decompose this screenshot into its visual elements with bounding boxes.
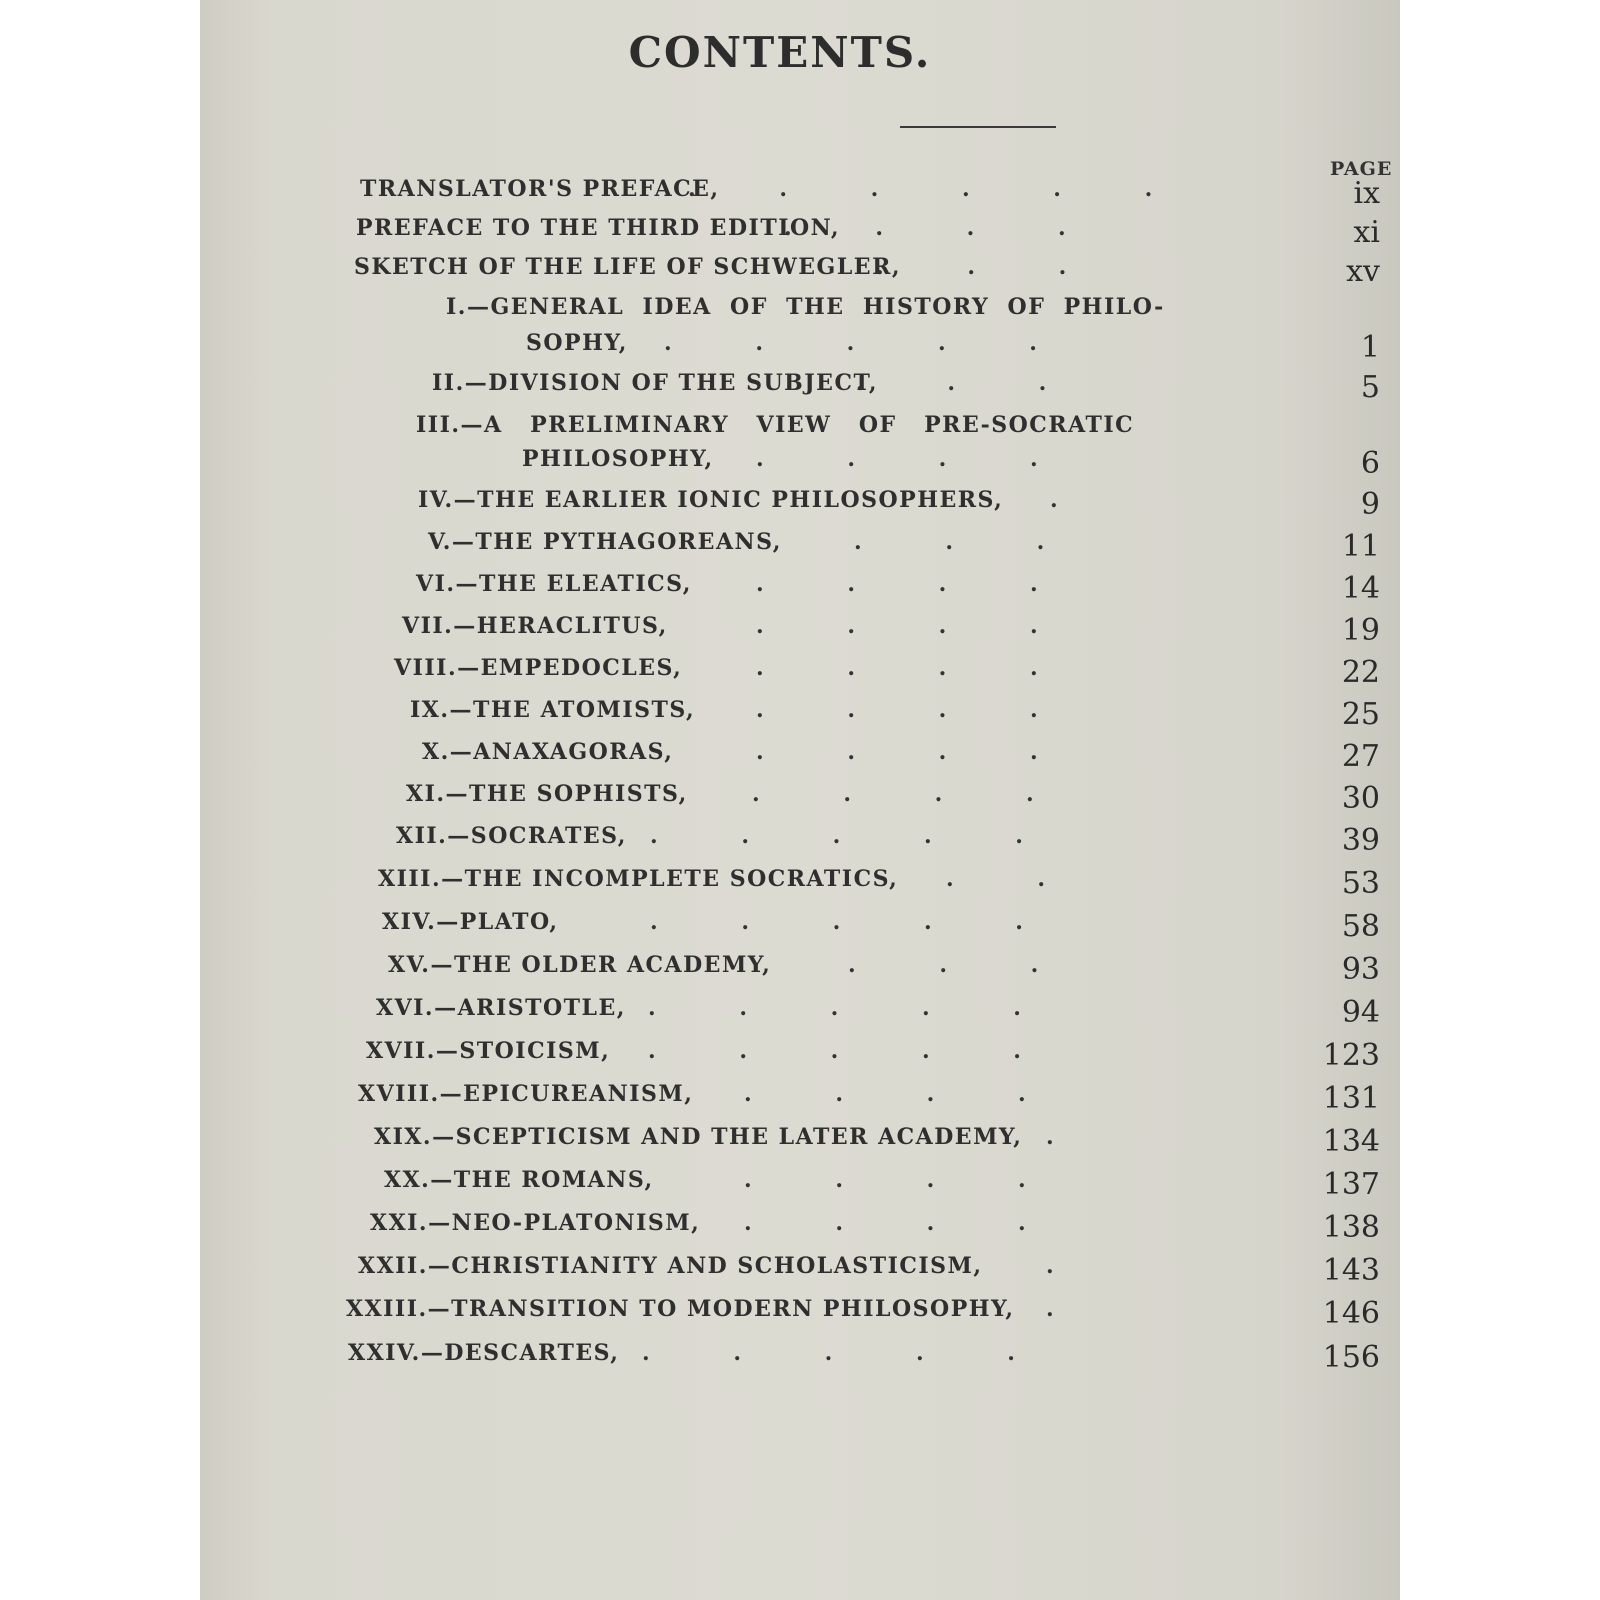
leader-dots: . . . . xyxy=(756,697,1038,723)
toc-entry-page: 93 xyxy=(1341,952,1380,987)
toc-entry-title: SKETCH OF THE LIFE OF SCHWEGLER, xyxy=(354,254,902,280)
leader-dots: . . . . . xyxy=(642,1340,1015,1366)
toc-entry-page: 30 xyxy=(1341,781,1380,816)
toc-entry xyxy=(200,952,1400,992)
toc-entry-title: XV.—THE OLDER ACADEMY, xyxy=(388,952,772,978)
toc-entry-page: 25 xyxy=(1341,697,1380,732)
leader-dots: . . . . xyxy=(756,655,1038,681)
page-title: CONTENTS. xyxy=(628,28,932,77)
toc-entry-title: XX.—THE ROMANS, xyxy=(384,1167,654,1193)
toc-entry-title: IV.—THE EARLIER IONIC PHILOSOPHERS, xyxy=(418,487,1004,513)
toc-entry-page: 5 xyxy=(1360,370,1380,405)
toc-entry xyxy=(200,446,1400,486)
leader-dots: . . xyxy=(946,866,1045,892)
toc-entry-page: 134 xyxy=(1322,1124,1380,1159)
toc-entry-title: XIX.—SCEPTICISM AND THE LATER ACADEMY, xyxy=(374,1124,1023,1150)
book-page xyxy=(200,0,1400,1600)
toc-entry-page: 123 xyxy=(1322,1038,1380,1073)
toc-entry-title: XXI.—NEO-PLATONISM, xyxy=(370,1210,701,1236)
toc-entry xyxy=(200,529,1400,569)
leader-dots: . . . . xyxy=(784,215,1066,241)
toc-entry-page: 137 xyxy=(1322,1167,1380,1202)
toc-entry-title: XXII.—CHRISTIANITY AND SCHOLASTICISM, xyxy=(358,1253,983,1279)
title-rule xyxy=(900,126,1056,128)
leader-dots: . xyxy=(1046,1296,1054,1322)
toc-entry-page: 146 xyxy=(1322,1296,1380,1331)
toc-entry-page: 138 xyxy=(1322,1210,1380,1245)
toc-entry-title: XVI.—ARISTOTLE, xyxy=(376,995,626,1021)
leader-dots: . . . . xyxy=(756,613,1038,639)
leader-dots: . . . xyxy=(848,952,1039,978)
toc-entry-title: XIV.—PLATO, xyxy=(382,909,559,935)
toc-entry xyxy=(200,739,1400,779)
toc-entry xyxy=(200,613,1400,653)
toc-entry-page: 156 xyxy=(1322,1340,1380,1375)
toc-entry xyxy=(200,487,1400,527)
toc-entry-title: XII.—SOCRATES, xyxy=(396,823,627,849)
toc-entry xyxy=(200,571,1400,611)
toc-entry-title: XVII.—STOICISM, xyxy=(366,1038,611,1064)
toc-entry-page: 6 xyxy=(1360,446,1380,481)
toc-entry-title: III.—A PRELIMINARY VIEW OF PRE-SOCRATIC xyxy=(416,412,1135,438)
toc-entry-title: IX.—THE ATOMISTS, xyxy=(410,697,696,723)
toc-entry xyxy=(200,1167,1400,1207)
leader-dots: . . . xyxy=(856,370,1047,396)
toc-entry-title: XIII.—THE INCOMPLETE SOCRATICS, xyxy=(378,866,899,892)
toc-entry-page: ix xyxy=(1353,176,1380,211)
toc-entry-title: XXIII.—TRANSITION TO MODERN PHILOSOPHY, xyxy=(346,1296,1015,1322)
toc-entry-title: X.—ANAXAGORAS, xyxy=(422,739,674,765)
toc-entry-title: VI.—THE ELEATICS, xyxy=(416,571,692,597)
toc-entry-title: PREFACE TO THE THIRD EDITION, xyxy=(356,215,841,241)
toc-entry xyxy=(200,655,1400,695)
leader-dots: . xyxy=(1050,487,1058,513)
toc-entry-page: xv xyxy=(1346,254,1380,289)
leader-dots: . . . . . xyxy=(648,995,1021,1021)
toc-entry-page: 14 xyxy=(1341,571,1380,606)
toc-entry-title: XXIV.—DESCARTES, xyxy=(348,1340,620,1366)
toc-entry-title: V.—THE PYTHAGOREANS, xyxy=(428,529,782,555)
toc-entry-title: I.—GENERAL IDEA OF THE HISTORY OF PHILO- xyxy=(446,294,1165,320)
toc-entry-page: 1 xyxy=(1360,330,1380,365)
leader-dots: . . . . . xyxy=(650,823,1023,849)
toc-entry-title: SOPHY, xyxy=(526,330,628,356)
toc-entry-page: 131 xyxy=(1322,1081,1380,1116)
page-column-heading: PAGE xyxy=(1330,158,1393,180)
toc-entry-title: II.—DIVISION OF THE SUBJECT, xyxy=(432,370,879,396)
toc-entry xyxy=(200,330,1400,370)
toc-entry-page: 143 xyxy=(1322,1253,1380,1288)
toc-entry xyxy=(200,909,1400,949)
toc-entry xyxy=(200,1296,1400,1336)
leader-dots: . xyxy=(1046,1124,1054,1150)
toc-entry-title: VIII.—EMPEDOCLES, xyxy=(394,655,683,681)
toc-entry xyxy=(200,866,1400,906)
toc-entry-page: 19 xyxy=(1341,613,1380,648)
leader-dots: . . . . . xyxy=(648,1038,1021,1064)
toc-entry-title: VII.—HERACLITUS, xyxy=(402,613,668,639)
toc-entry xyxy=(200,1038,1400,1078)
toc-entry-title: PHILOSOPHY, xyxy=(522,446,714,472)
toc-entry xyxy=(200,1340,1400,1380)
toc-entry-title: XVIII.—EPICUREANISM, xyxy=(358,1081,694,1107)
leader-dots: . . . xyxy=(854,529,1045,555)
leader-dots: . . . . xyxy=(744,1210,1026,1236)
toc-entry-page: 58 xyxy=(1341,909,1380,944)
leader-dots: . . . . xyxy=(744,1081,1026,1107)
leader-dots: . . . . xyxy=(756,739,1038,765)
toc-entry-title: TRANSLATOR'S PREFACE, xyxy=(360,176,720,202)
toc-entry xyxy=(200,781,1400,821)
toc-entry xyxy=(200,823,1400,863)
leader-dots: . xyxy=(1046,1253,1054,1279)
toc-entry xyxy=(200,1081,1400,1121)
toc-entry xyxy=(200,1124,1400,1164)
toc-entry xyxy=(200,294,1400,334)
toc-entry-page: xi xyxy=(1353,215,1380,250)
toc-entry xyxy=(200,697,1400,737)
toc-entry-page: 22 xyxy=(1341,655,1380,690)
toc-entry-title: XI.—THE SOPHISTS, xyxy=(406,781,688,807)
leader-dots: . . . . . xyxy=(664,330,1037,356)
leader-dots: . . . . xyxy=(752,781,1034,807)
toc-entry xyxy=(200,176,1400,216)
toc-entry xyxy=(200,254,1400,294)
toc-entry-page: 39 xyxy=(1341,823,1380,858)
toc-entry xyxy=(200,1210,1400,1250)
leader-dots: . . . . xyxy=(756,446,1038,472)
toc-entry-page: 9 xyxy=(1360,487,1380,522)
toc-entry xyxy=(200,1253,1400,1293)
leader-dots: . . . . . xyxy=(650,909,1023,935)
leader-dots: . . . . xyxy=(744,1167,1026,1193)
toc-entry-page: 11 xyxy=(1341,529,1380,564)
toc-entry-page: 27 xyxy=(1341,739,1380,774)
leader-dots: . . . . . . xyxy=(688,176,1153,202)
toc-entry-page: 53 xyxy=(1341,866,1380,901)
toc-entry xyxy=(200,370,1400,410)
leader-dots: . . . xyxy=(876,254,1067,280)
leader-dots: . . . . xyxy=(756,571,1038,597)
toc-entry-page: 94 xyxy=(1341,995,1380,1030)
toc-entry xyxy=(200,215,1400,255)
toc-entry xyxy=(200,995,1400,1035)
